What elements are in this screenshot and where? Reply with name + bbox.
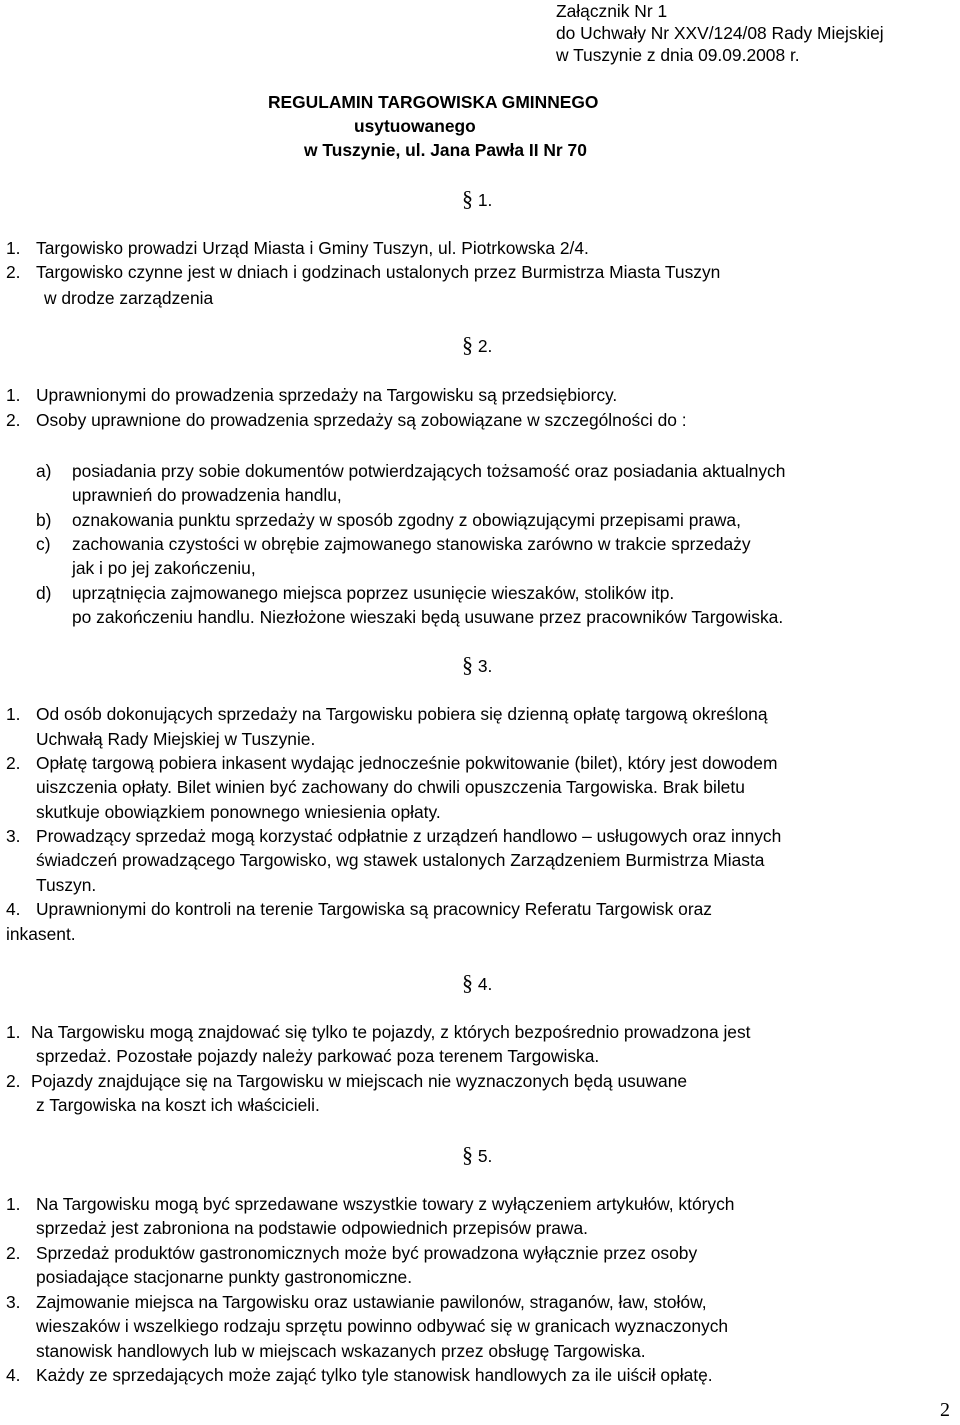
document-title: [268, 90, 598, 162]
list-item: 1.: [6, 385, 21, 405]
list-item: 4.: [6, 899, 21, 919]
list-item: 3.: [6, 1292, 21, 1312]
sub-list-text: jak i po jej zakończeniu,: [72, 558, 256, 578]
list-item-text: świadczeń prowadzącego Targowisko, wg stawek ustalonych Zarządzeniem Burmistrza Miasta: [36, 850, 765, 870]
list-item: 2.: [6, 753, 21, 773]
list-item: 2.: [6, 262, 21, 282]
list-item: 1.: [6, 238, 21, 258]
annex-line-2: do Uchwały Nr XXV/124/08 Rady Miejskiej: [556, 23, 884, 43]
list-item-text: Uprawnionymi do prowadzenia sprzedaży na Targowisku są przedsiębiorcy.: [36, 385, 618, 405]
paragraph-sign-icon: §: [462, 332, 473, 357]
title-line-2: usytuowanego: [354, 116, 476, 136]
title-line-1: REGULAMIN TARGOWISKA GMINNEGO: [268, 92, 599, 112]
section-heading-2: § 2.: [462, 332, 493, 357]
list-item: 2.: [6, 410, 21, 430]
list-item-text: inkasent.: [6, 924, 76, 944]
list-item: 2.: [6, 1071, 21, 1091]
sub-list-text: uprzątnięcia zajmowanego miejsca poprzez usunięcie wieszaków, stolików itp.: [72, 583, 675, 603]
section-heading-4: § 4.: [462, 970, 493, 995]
list-item-text: Targowisko czynne jest w dniach i godzinach ustalonych przez Burmistrza Miasta Tuszyn: [36, 262, 721, 282]
list-item-text: posiadające stacjonarne punkty gastronomiczne.: [36, 1267, 413, 1287]
list-item-text: Uprawnionymi do kontroli na terenie Targowiska są pracownicy Referatu Targowisk oraz: [36, 899, 712, 919]
annex-header: [556, 0, 884, 66]
list-item: 3.: [6, 826, 21, 846]
title-line-3: w Tuszynie, ul. Jana Pawła II Nr 70: [304, 140, 587, 160]
list-item-text: Tuszyn.: [36, 875, 97, 895]
list-item: 1.: [6, 1022, 21, 1042]
list-item-text: skutkuje obowiązkiem ponownego wniesienia opłaty.: [36, 802, 441, 822]
paragraph-sign-icon: §: [462, 186, 473, 211]
sub-list-text: uprawnień do prowadzenia handlu,: [72, 485, 342, 505]
annex-line-1: Załącznik Nr 1: [556, 1, 668, 21]
sub-list-letter: b): [36, 510, 52, 530]
sub-list-text: po zakończeniu handlu. Niezłożone wieszaki będą usuwane przez pracowników Targowiska.: [72, 607, 784, 627]
sub-list-text: posiadania przy sobie dokumentów potwierdzających tożsamość oraz posiadania aktualnych: [72, 461, 786, 481]
list-item-text: w drodze zarządzenia: [44, 288, 214, 308]
paragraph-sign-icon: §: [462, 652, 473, 677]
list-item-text: Pojazdy znajdujące się na Targowisku w miejscach nie wyznaczonych będą usuwane: [31, 1071, 688, 1091]
paragraph-sign-icon: §: [462, 1142, 473, 1167]
list-item-text: Od osób dokonujących sprzedaży na Targowisku pobiera się dzienną opłatę targową określoną: [36, 704, 768, 724]
list-item-text: Prowadzący sprzedaż mogą korzystać odpłatnie z urządzeń handlowo – usługowych oraz innych: [36, 826, 782, 846]
list-item-text: Każdy ze sprzedających może zająć tylko tyle stanowisk handlowych za ile uiścił opłatę.: [36, 1365, 713, 1385]
sub-list-letter: a): [36, 461, 52, 481]
list-item-text: Targowisko prowadzi Urząd Miasta i Gminy Tuszyn, ul. Piotrkowska 2/4.: [36, 238, 589, 258]
section-heading-3: § 3.: [462, 652, 493, 677]
list-item: 4.: [6, 1365, 21, 1385]
list-item-text: sprzedaż. Pozostałe pojazdy należy parkować poza terenem Targowiska.: [36, 1046, 600, 1066]
list-item-text: stanowisk handlowych lub w miejscach wskazanych przez obsługę Targowiska.: [36, 1341, 646, 1361]
list-item-text: Zajmowanie miejsca na Targowisku oraz ustawianie pawilonów, straganów, ław, stołów,: [36, 1292, 707, 1312]
list-item-text: sprzedaż jest zabroniona na podstawie odpowiednich przepisów prawa.: [36, 1218, 588, 1238]
list-item: 2.: [6, 1243, 21, 1263]
list-item-text: wieszaków i wszelkiego rodzaju sprzętu powinno odbywać się w granicach wyznaczonych: [36, 1316, 729, 1336]
list-item-text: Sprzedaż produktów gastronomicznych może być prowadzona wyłącznie przez osoby: [36, 1243, 698, 1263]
section-heading-5: § 5.: [462, 1142, 493, 1167]
paragraph-sign-icon: §: [462, 970, 473, 995]
list-item-text: Na Targowisku mogą być sprzedawane wszystkie towary z wyłączeniem artykułów, których: [36, 1194, 735, 1214]
list-item-text: z Targowiska na koszt ich właścicieli.: [36, 1095, 320, 1115]
sub-list-letter: c): [36, 534, 51, 554]
list-item-text: Opłatę targową pobiera inkasent wydając jednocześnie pokwitowanie (bilet), który jest dowodem: [36, 753, 778, 773]
page-number: 2: [940, 1399, 950, 1421]
list-item: 1.: [6, 704, 21, 724]
section-heading-1: § 1.: [462, 186, 493, 211]
list-item-text: Na Targowisku mogą znajdować się tylko te pojazdy, z których bezpośrednio prowadzona jest: [31, 1022, 751, 1042]
sub-list-text: zachowania czystości w obrębie zajmowanego stanowiska zarówno w trakcie sprzedaży: [72, 534, 751, 554]
list-item-text: uiszczenia opłaty. Bilet winien być zachowany do chwili opuszczenia Targowiska. Brak biletu: [36, 777, 745, 797]
list-item-text: Uchwałą Rady Miejskiej w Tuszynie.: [36, 729, 316, 749]
sub-list-text: oznakowania punktu sprzedaży w sposób zgodny z obowiązującymi przepisami prawa,: [72, 510, 741, 530]
list-item-text: Osoby uprawnione do prowadzenia sprzedaży są zobowiązane w szczególności do :: [36, 410, 687, 430]
sub-list-letter: d): [36, 583, 52, 603]
list-item: 1.: [6, 1194, 21, 1214]
annex-line-3: w Tuszynie z dnia 09.09.2008 r.: [556, 45, 800, 65]
